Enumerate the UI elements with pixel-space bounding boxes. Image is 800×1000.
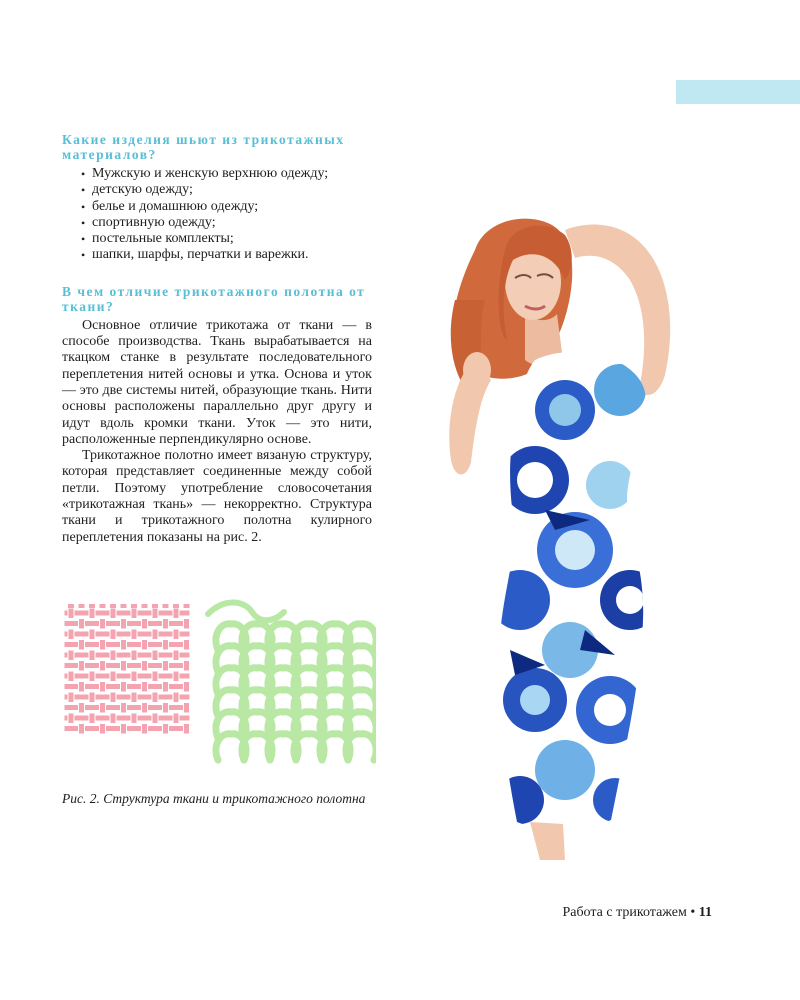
figure-caption: Рис. 2. Структура ткани и трикотажного полотна: [62, 791, 366, 806]
paragraph: Трикотажное полотно имеет вязаную структуру, которая представляет соединенные между собой петли. Поэтому употребление словосочетания «трикотажная ткань» — некорректно. Структура ткани и трикотажного полотна кулирного переплетения показаны на рис. 2.: [62, 448, 372, 545]
footer-title: Работа с трикотажем: [562, 905, 687, 920]
section2-heading: В чем отличие трикотажного полотна от ткани?: [62, 283, 366, 314]
list-item: • белье и домашнюю одежду;: [62, 199, 372, 215]
page-footer: [500, 905, 712, 921]
text-column: [62, 132, 372, 546]
page-number: 11: [698, 905, 712, 920]
section1-heading: Какие изделия шьют из трикотажных материалов?: [62, 132, 345, 162]
list-item: • шапки, шарфы, перчатки и варежки.: [62, 247, 372, 263]
chapter-tab: [676, 80, 800, 104]
list-item: • спортивную одежду;: [62, 215, 372, 231]
product-list: [62, 166, 372, 264]
list-item: • постельные комплекты;: [62, 231, 372, 247]
footer-separator: •: [690, 905, 696, 920]
knitted-fabric-illustration: [204, 598, 376, 766]
list-item: • Мужскую и женскую верхнюю одежду;: [62, 166, 372, 182]
list-item: • детскую одежду;: [62, 182, 372, 198]
woven-fabric-illustration: [62, 604, 192, 764]
woman-in-floral-dress-photo: [415, 210, 705, 860]
paragraph: Основное отличие трикотажа от ткани — в способе производства. Ткань вырабатывается на ткацком станке в результате последовательного переплетения нитей основы и утка. Основа и уток — это две системы нитей, образующие ткань. Нити основы расположены параллельно друг другу и идут вдоль кромки ткани. Уток — это нити, расположенные перпендикулярно основе.: [62, 317, 372, 447]
